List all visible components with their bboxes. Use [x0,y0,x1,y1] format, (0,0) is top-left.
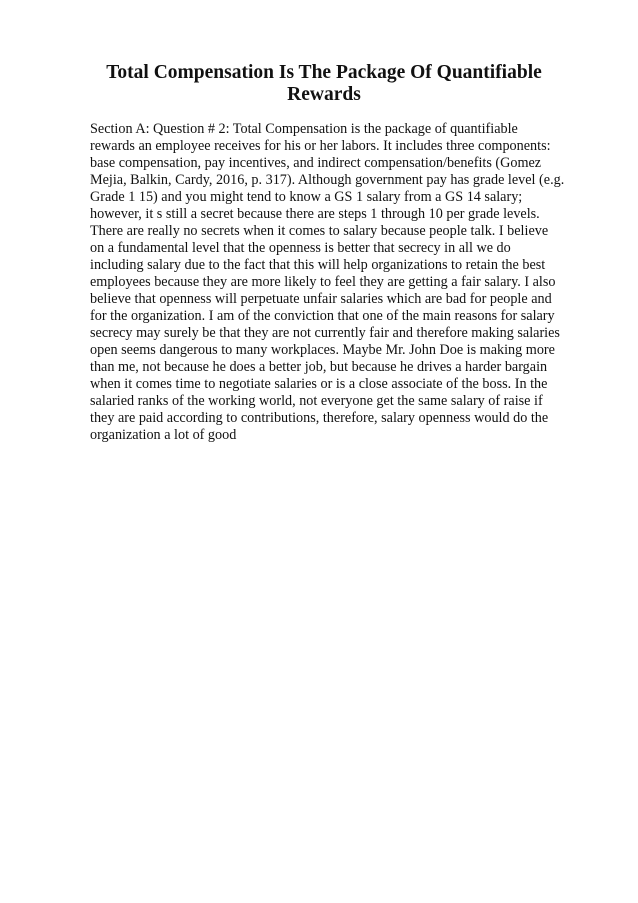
body-line: rewards an employee receives for his or her labors. It includes three components: [90,138,551,154]
body-line: employees because they are more likely to feel they are getting a fair salary. I also [90,274,556,290]
body-line: open seems dangerous to many workplaces. Maybe Mr. John Doe is making more [90,342,555,358]
document-body [90,121,565,444]
body-line: however, it s still a secret because there are steps 1 through 10 per grade levels. [90,206,540,222]
body-line: on a fundamental level that the openness is better that secrecy in all we do [90,240,511,256]
body-line: including salary due to the fact that this will help organizations to retain the best [90,257,546,273]
body-line: they are paid according to contributions, therefore, salary openness would do the [90,410,549,426]
body-line: Section A: Question # 2: Total Compensation is the package of quantifiable [90,121,518,137]
body-line: salaried ranks of the working world, not everyone get the same salary of raise if [90,393,543,409]
document-title: Total Compensation Is The Package Of Quantifiable Rewards [106,62,542,105]
body-line: for the organization. I am of the conviction that one of the main reasons for salary [90,308,555,324]
body-line: secrecy may surely be that they are not currently fair and therefore making salaries [90,325,560,341]
body-line: organization a lot of good [90,427,237,443]
body-line: believe that openness will perpetuate unfair salaries which are bad for people and [90,291,552,307]
body-line: There are really no secrets when it comes to salary because people talk. I believe [90,223,549,239]
body-line: than me, not because he does a better job, but because he drives a harder bargain [90,359,548,375]
body-line: base compensation, pay incentives, and indirect compensation/benefits (Gomez [90,155,542,171]
body-line: Grade 1 15) and you might tend to know a GS 1 salary from a GS 14 salary; [90,189,523,205]
body-line: Mejia, Balkin, Cardy, 2016, p. 317). Although government pay has grade level (e.g. [90,172,565,188]
body-line: when it comes time to negotiate salaries or is a close associate of the boss. In the [90,376,548,392]
